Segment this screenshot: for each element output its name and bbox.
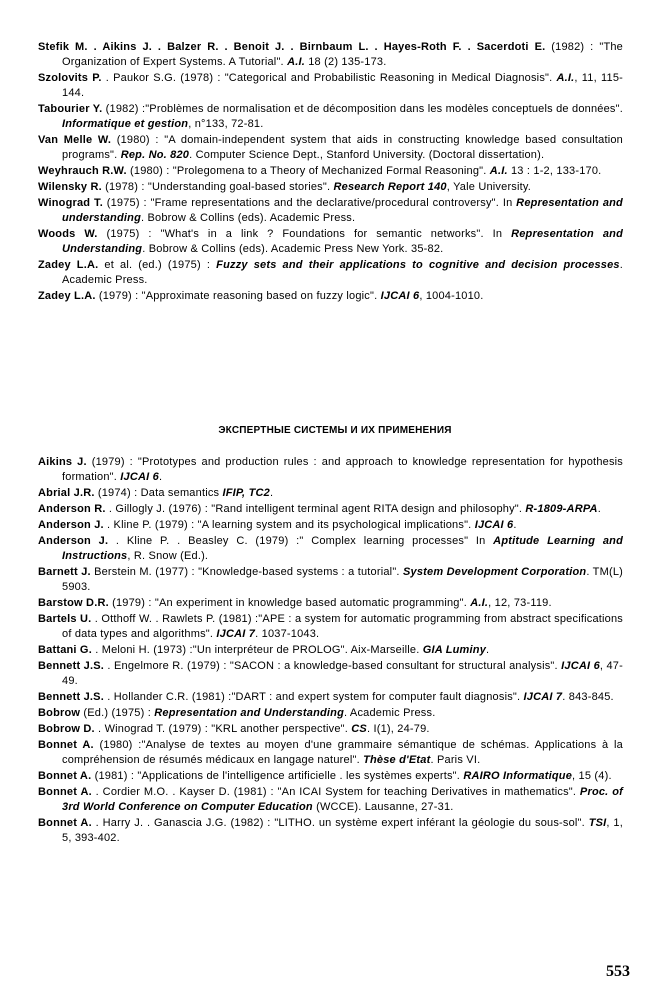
reference-text: . Meloni H. (1973) :"Un interpréteur de PROLOG". Aix-Marseille. [91,644,423,656]
reference-author: Aikins J. [38,456,87,468]
reference-author: Van Melle W. [38,134,112,146]
page-number: 553 [606,963,630,980]
reference-venue: IJCAI 7 [523,691,563,703]
reference-author: Zadey L.A. [38,290,96,302]
reference-venue: Rep. No. 820 [120,149,190,161]
reference-entry [38,612,623,642]
reference-venue: Representation and understanding [62,197,623,224]
reference-venue: Aptitude Learning and Instructions [62,535,623,562]
reference-text: (1979) : "An experiment in knowledge based automatic programming". [108,597,471,609]
reference-entry [38,258,623,288]
reference-details: . TM(L) 5903. [62,566,624,593]
reference-text: (1981) : "Applications de l'intelligence artificielle . les systèmes experts". [91,770,464,782]
reference-entry [38,164,623,179]
section-title: ЭКСПЕРТНЫЕ СИСТЕМЫ И ИХ ПРИМЕНЕНИЯ [218,425,452,436]
reference-text: . Winograd T. (1979) : "KRL another perspective". [94,723,352,735]
reference-details: (WCCE). Lausanne, 27-31. [312,801,454,813]
reference-venue: Proc. of 3rd World Conference on Computer Education [62,786,623,813]
reference-details: . Paris VI. [430,754,481,766]
reference-text: (1975) : "What's in a link ? Foundations for semantic networks". In [97,228,512,240]
reference-details: . Academic Press. [62,259,623,286]
reference-list-bottom [38,455,623,847]
reference-author: Bennett J.S. [38,660,105,672]
reference-author: Stefik M. . Aikins J. . Balzer R. . Benoit J. . Birnbaum L. . Hayes-Roth F. . Sacerdoti E. [38,41,546,53]
reference-details: . Computer Science Dept., Stanford University. (Doctoral dissertation). [189,149,545,161]
reference-details: , 12, 73-119. [488,597,552,609]
reference-details: 13 : 1-2, 133-170. [507,165,602,177]
reference-entry [38,738,623,768]
reference-venue: IJCAI 6 [474,519,514,531]
reference-text: . Harry J. . Ganascia J.G. (1982) : "LITHO. un système expert inférant la géologie du sous-sol". [91,817,589,829]
reference-details: , n°133, 72-81. [188,118,264,130]
reference-venue: R-1809-ARPA [525,503,598,515]
reference-entry [38,722,623,737]
reference-entry [38,518,623,533]
reference-author: Szolovits P. [38,72,102,84]
reference-entry [38,180,623,195]
reference-entry [38,102,623,132]
reference-entry [38,40,623,70]
reference-details: . Academic Press. [344,707,436,719]
reference-author: Barnett J. [38,566,91,578]
reference-venue: Informatique et gestion [62,118,189,130]
reference-author: Tabourier Y. [38,103,103,115]
reference-author: Anderson J. [38,519,104,531]
reference-venue: Representation and Understanding [154,707,345,719]
reference-text: . Otthoff W. . Rawlets P. (1981) :"APE : a system for automatic programming from abstract specifications of data types and algorithms". [62,613,623,640]
reference-author: Bobrow D. [38,723,95,735]
reference-entry [38,486,623,501]
reference-author: Bonnet A. [38,817,92,829]
reference-author: Wilensky R. [38,181,102,193]
reference-author: Bonnet A. [38,770,92,782]
reference-author: Anderson J. [38,535,109,547]
reference-venue: A.I. [556,72,575,84]
reference-details: , Yale University. [446,181,532,193]
reference-venue: Fuzzy sets and their applications to cognitive and decision processes [216,259,620,271]
reference-venue: IJCAI 6 [380,290,420,302]
reference-text: (1982) : "The Organization of Expert Systems. A Tutorial". [62,41,623,68]
reference-author: Woods W. [38,228,98,240]
reference-author: Bobrow [38,707,81,719]
reference-entry [38,690,623,705]
reference-details: . [513,519,517,531]
reference-text: (1975) : "Frame representations and the declarative/procedural controversy". In [102,197,517,209]
reference-details: , 15 (4). [572,770,612,782]
reference-details: 18 (2) 135-173. [304,56,387,68]
reference-author: Abrial J.R. [38,487,95,499]
reference-author: Anderson R. [38,503,106,515]
reference-details: , 1004-1010. [419,290,484,302]
reference-venue: System Development Corporation [402,566,587,578]
reference-venue: A.I. [287,56,305,68]
reference-details: , 1, 5, 393-402. [62,817,623,844]
reference-text: . Paukor S.G. (1978) : "Categorical and Probabilistic Reasoning in Medical Diagnosis". [101,72,557,84]
reference-text: . Kline P. (1979) : "A learning system and its psychological implications". [103,519,475,531]
reference-entry [38,769,623,784]
reference-venue: Research Report 140 [333,181,447,193]
reference-text: (Ed.) (1975) : [80,707,155,719]
reference-text: (1974) : Data semantics [94,487,223,499]
reference-text: . Engelmore R. (1979) : "SACON : a knowledge-based consultant for structural analysis". [104,660,562,672]
reference-details: . [597,503,601,515]
reference-entry [38,643,623,658]
reference-entry [38,133,623,163]
reference-author: Bonnet A. [38,786,92,798]
reference-list-top [38,40,623,305]
reference-details: . 1037-1043. [255,628,320,640]
reference-text: (1978) : "Understanding goal-based stories". [101,181,334,193]
reference-venue: GIA Luminy [422,644,487,656]
reference-text: . Cordier M.O. . Kayser D. (1981) : "An ICAI System for teaching Derivatives in mathematics". [91,786,580,798]
reference-details: . [486,644,490,656]
reference-entry [38,502,623,517]
reference-author: Zadey L.A. [38,259,99,271]
reference-author: Bennett J.S. [38,691,104,703]
reference-entry [38,565,623,595]
reference-venue: IJCAI 6 [120,471,159,483]
reference-details: . 843-845. [562,691,614,703]
reference-text: . Kline P. . Beasley C. (1979) :" Complex learning processes" In [108,535,494,547]
reference-author: Bonnet A. [38,739,94,751]
reference-entry [38,534,623,564]
reference-venue: RAIRO Informatique [463,770,573,782]
reference-details: . Bobrow & Collins (eds). Academic Press. [141,212,356,224]
reference-text: (1979) : "Prototypes and production rules : and approach to knowledge representation for hypothesis formation". [62,456,623,483]
reference-text: (1980) : "A domain-independent system that aids in constructing knowledge based consultation programs". [62,134,623,161]
reference-text: (1980) :"Analyse de textes au moyen d'une grammaire sémantique de schémas. Applications à la compréhension de résumés médicaux en langage naturel". [62,739,623,766]
reference-text: . Hollander C.R. (1981) :"DART : and expert system for computer fault diagnosis". [103,691,524,703]
reference-venue: IJCAI 7 [216,628,256,640]
reference-venue: CS [351,723,367,735]
reference-text: (1980) : "Prolegomena to a Theory of Mechanized Formal Reasoning". [126,165,490,177]
reference-text: . Gillogly J. (1976) : "Rand intelligent terminal agent RITA design and philosophy". [105,503,526,515]
reference-details: . I(1), 24-79. [366,723,430,735]
reference-details: . [158,471,163,483]
reference-entry [38,659,623,689]
reference-entry [38,706,623,721]
reference-details: , 11, 115-144. [62,72,624,99]
reference-venue: IFIP, TC2 [222,487,270,499]
reference-author: Winograd T. [38,197,103,209]
reference-venue: IJCAI 6 [561,660,600,672]
reference-details: , 47-49. [62,660,623,687]
reference-text: (1979) : "Approximate reasoning based on fuzzy logic". [95,290,381,302]
reference-venue: Thèse d'Etat [363,754,431,766]
reference-venue: TSI [588,817,607,829]
reference-details: . Bobrow & Collins (eds). Academic Press New York. 35-82. [142,243,444,255]
reference-entry [38,71,623,101]
reference-text: et al. (ed.) (1975) : [98,259,217,271]
reference-entry [38,785,623,815]
reference-author: Barstow D.R. [38,597,109,609]
reference-details: , R. Snow (Ed.). [127,550,209,562]
reference-author: Battani G. [38,644,92,656]
reference-author: Bartels U. [38,613,92,625]
reference-text: Berstein M. (1977) : "Knowledge-based systems : a tutorial". [90,566,403,578]
reference-details: . [269,487,274,499]
reference-venue: Representation and Understanding [62,228,623,255]
reference-text: (1982) :"Problèmes de normalisation et de décomposition dans les modèles conceptuels de données". [102,103,623,115]
reference-venue: A.I. [489,165,508,177]
reference-entry [38,816,623,846]
reference-venue: A.I. [470,597,489,609]
reference-entry [38,455,623,485]
reference-entry [38,196,623,226]
reference-entry [38,596,623,611]
reference-author: Weyhrauch R.W. [38,165,127,177]
reference-entry [38,289,623,304]
reference-entry [38,227,623,257]
